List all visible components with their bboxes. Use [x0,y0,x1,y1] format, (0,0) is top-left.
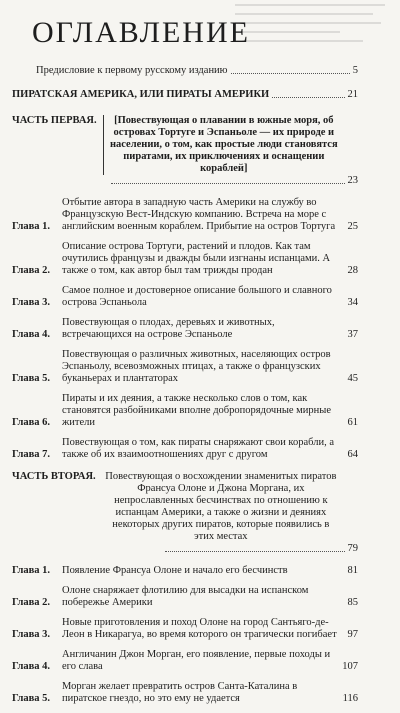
toc-page-number: 107 [342,661,358,672]
toc-page-number: 61 [347,417,358,428]
chapter-label: Глава 1. [12,221,51,232]
chapter-title: Англичанин Джон Морган, его появление, первые походы и его слава [62,649,331,672]
chapter-title: Повествующая о плодах, деревьях и животных, встречающихся на острове Эспаньоле [62,317,275,340]
toc-part-one[interactable] [12,115,358,175]
table-of-contents [12,64,358,713]
toc-page-number: 25 [347,221,358,232]
toc-page-number: 5 [352,65,358,76]
dot-leader [111,183,345,184]
chapter-title: Самое полное и достоверное описание большого и славного острова Эспаньола [62,285,332,308]
toc-page-number: 45 [347,373,358,384]
part-two-chapters [12,565,358,705]
bleed-through-text [235,4,385,48]
chapter-label: Глава 5. [12,693,51,704]
chapter-label: Глава 5. [12,373,51,384]
toc-preface[interactable] [36,65,358,77]
chapter-title: Новые приготовления и поход Олоне на город Сантьяго-де-Леон в Никарагуа, во время которого он трагически погибает [62,617,337,640]
chapter-label: Глава 4. [12,329,51,340]
chapter-title: Описание острова Тортуги, растений и плодов. Как там очутились французы и дважды были изгнаны испанцами. А также о том, как автор был там трижды продан [62,241,331,276]
part-page-line [108,175,358,187]
chapter-title: Повествующая о различных животных, населяющих остров Эспаньолу, всевозможных птицах, а также о французских буканьерах и плантаторах [62,349,331,384]
chapter-title: Повествующая о том, как пираты снаряжают свои корабли, а также об их взаимоотношениях друг с другом [62,437,335,460]
toc-page-number: 23 [347,175,358,186]
toc-chapter[interactable] [12,681,358,705]
toc-page-number: 34 [347,297,358,308]
part-one-chapters [12,197,358,461]
chapter-title: Пираты и их деяния, а также несколько слов о том, как становятся разбойниками вполне добропорядочные мирные жители [62,393,332,428]
chapter-title: Морган желает превратить остров Санта-Каталина в пиратское гнездо, но это ему не удается [62,681,298,704]
chapter-label: Глава 7. [12,449,51,460]
chapter-title: Отбытие автора в западную часть Америки на службу во Французскую Вест-Индскую компанию. Встреча на море с английским военным кораблем. Прибытие на остров Тортуга [62,197,336,232]
page-title: ОГЛАВЛЕНИЕ [32,16,250,49]
toc-page-number: 79 [347,543,358,554]
toc-chapter[interactable] [12,285,358,309]
chapter-label: Глава 1. [12,565,51,576]
toc-page-number: 37 [347,329,358,340]
toc-page-number: 81 [347,565,358,576]
chapter-label: Глава 2. [12,597,51,608]
part-description: [Повествующая о плавании в южные моря, об островах Тортуге и Эспаньоле — их природе и населении, о том, как простые люди становятся пиратами, их приключениях и оснащении кораблей] [103,115,340,175]
dot-leader [272,97,344,98]
toc-part-two[interactable] [12,471,358,543]
toc-page-number: 21 [347,89,358,100]
dot-leader [165,551,345,552]
chapter-label: Глава 6. [12,417,51,428]
toc-page-number: 116 [342,693,358,704]
part-label: ЧАСТЬ ПЕРВАЯ. [12,115,97,126]
chapter-label: Глава 2. [12,265,51,276]
toc-page-number: 64 [347,449,358,460]
toc-chapter[interactable] [12,197,358,233]
toc-chapter[interactable] [12,617,358,641]
toc-page-number: 28 [347,265,358,276]
toc-entry-text: Предисловие к первому русскому изданию [36,65,228,76]
toc-section-title[interactable] [12,89,358,101]
toc-page-number: 85 [347,597,358,608]
toc-chapter[interactable] [12,437,358,461]
toc-chapter[interactable] [12,649,358,673]
chapter-label: Глава 3. [12,297,51,308]
dot-leader [231,73,350,74]
toc-chapter[interactable] [12,565,358,577]
toc-page-number: 97 [347,629,358,640]
toc-chapter[interactable] [12,241,358,277]
part-page-line [162,543,358,555]
part-description: Повествующая о восхождении знаменитых пиратов Франсуа Олоне и Джона Моргана, их непрославленных бесчинствах по отношению к испанцам Америки, а также о жизни и деяниях некоторых других пиратов, которые появились в этих местах [105,471,337,542]
toc-entry-text: ПИРАТСКАЯ АМЕРИКА, ИЛИ ПИРАТЫ АМЕРИКИ [12,89,270,100]
toc-chapter[interactable] [12,317,358,341]
chapter-label: Глава 3. [12,629,51,640]
chapter-label: Глава 4. [12,661,51,672]
chapter-title: Олоне снаряжает флотилию для высадки на испанском побережье Америки [62,585,309,608]
chapter-title: Появление Франсуа Олоне и начало его бесчинств [62,565,288,576]
toc-chapter[interactable] [12,393,358,429]
toc-chapter[interactable] [12,349,358,385]
toc-chapter[interactable] [12,585,358,609]
part-label: ЧАСТЬ ВТОРАЯ. [12,471,96,482]
